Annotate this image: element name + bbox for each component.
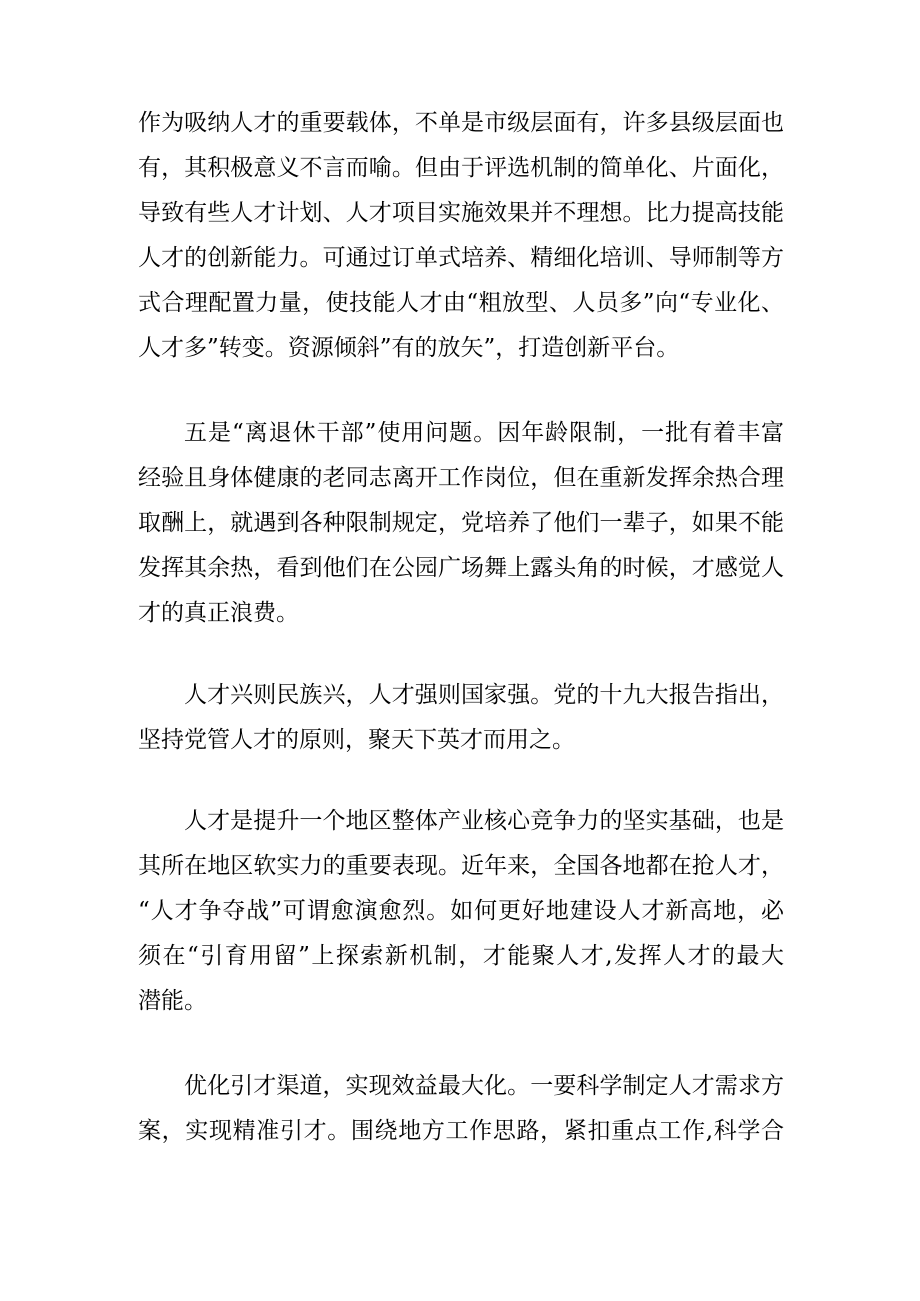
paragraph-talent-carrier xyxy=(138,101,784,371)
text-line: 人才兴则民族兴，人才强则国家强。党的十九大报告指出， xyxy=(184,682,784,708)
text-line: 发挥其余热，看到他们在公园广场舞上露头角的时候，才感觉人 xyxy=(138,555,784,581)
text-line: 潜能。 xyxy=(138,988,207,1014)
text-line: 才的真正浪费。 xyxy=(138,600,299,626)
text-line: 案，实现精准引才。围绕地方工作思路，紧扣重点工作,科学合 xyxy=(138,1118,784,1144)
paragraph-recruitment-channels xyxy=(138,1064,784,1154)
text-line: “人才争夺战”可谓愈演愈烈。如何更好地建设人才新高地，必 xyxy=(138,898,784,924)
text-line: 五是“离退休干部”使用问题。因年龄限制，一批有着丰富 xyxy=(184,420,784,446)
text-line: 式合理配置力量，使技能人才由“粗放型、人员多”向“专业化、 xyxy=(138,290,784,316)
text-line: 作为吸纳人才的重要载体，不单是市级层面有，许多县级层面也 xyxy=(138,110,784,136)
text-line: 人才是提升一个地区整体产业核心竞争力的坚实基础，也是 xyxy=(184,808,784,834)
text-line: 人才的创新能力。可通过订单式培养、精细化培训、导师制等方 xyxy=(138,245,784,271)
text-line: 有，其积极意义不言而喻。但由于评选机制的简单化、片面化， xyxy=(138,155,784,181)
text-line: 导致有些人才计划、人才项目实施效果并不理想。比力提高技能 xyxy=(138,200,784,226)
text-line: 取酬上，就遇到各种限制规定，党培养了他们一辈子，如果不能 xyxy=(138,510,784,536)
text-line: 其所在地区软实力的重要表现。近年来，全国各地都在抢人才， xyxy=(138,853,784,879)
text-line: 须在“引育用留”上探索新机制，才能聚人才,发挥人才的最大 xyxy=(138,943,784,969)
text-line: 人才多”转变。资源倾斜”有的放矢”，打造创新平台。 xyxy=(138,335,680,361)
paragraph-national-strength xyxy=(138,673,784,763)
text-line: 坚持党管人才的原则，聚天下英才而用之。 xyxy=(138,727,575,753)
paragraph-regional-competitiveness xyxy=(138,799,784,1024)
text-line: 经验且身体健康的老同志离开工作岗位，但在重新发挥余热合理 xyxy=(138,465,784,491)
text-line: 优化引才渠道，实现效益最大化。一要科学制定人才需求方 xyxy=(184,1073,784,1099)
paragraph-retired-cadres xyxy=(138,411,784,636)
